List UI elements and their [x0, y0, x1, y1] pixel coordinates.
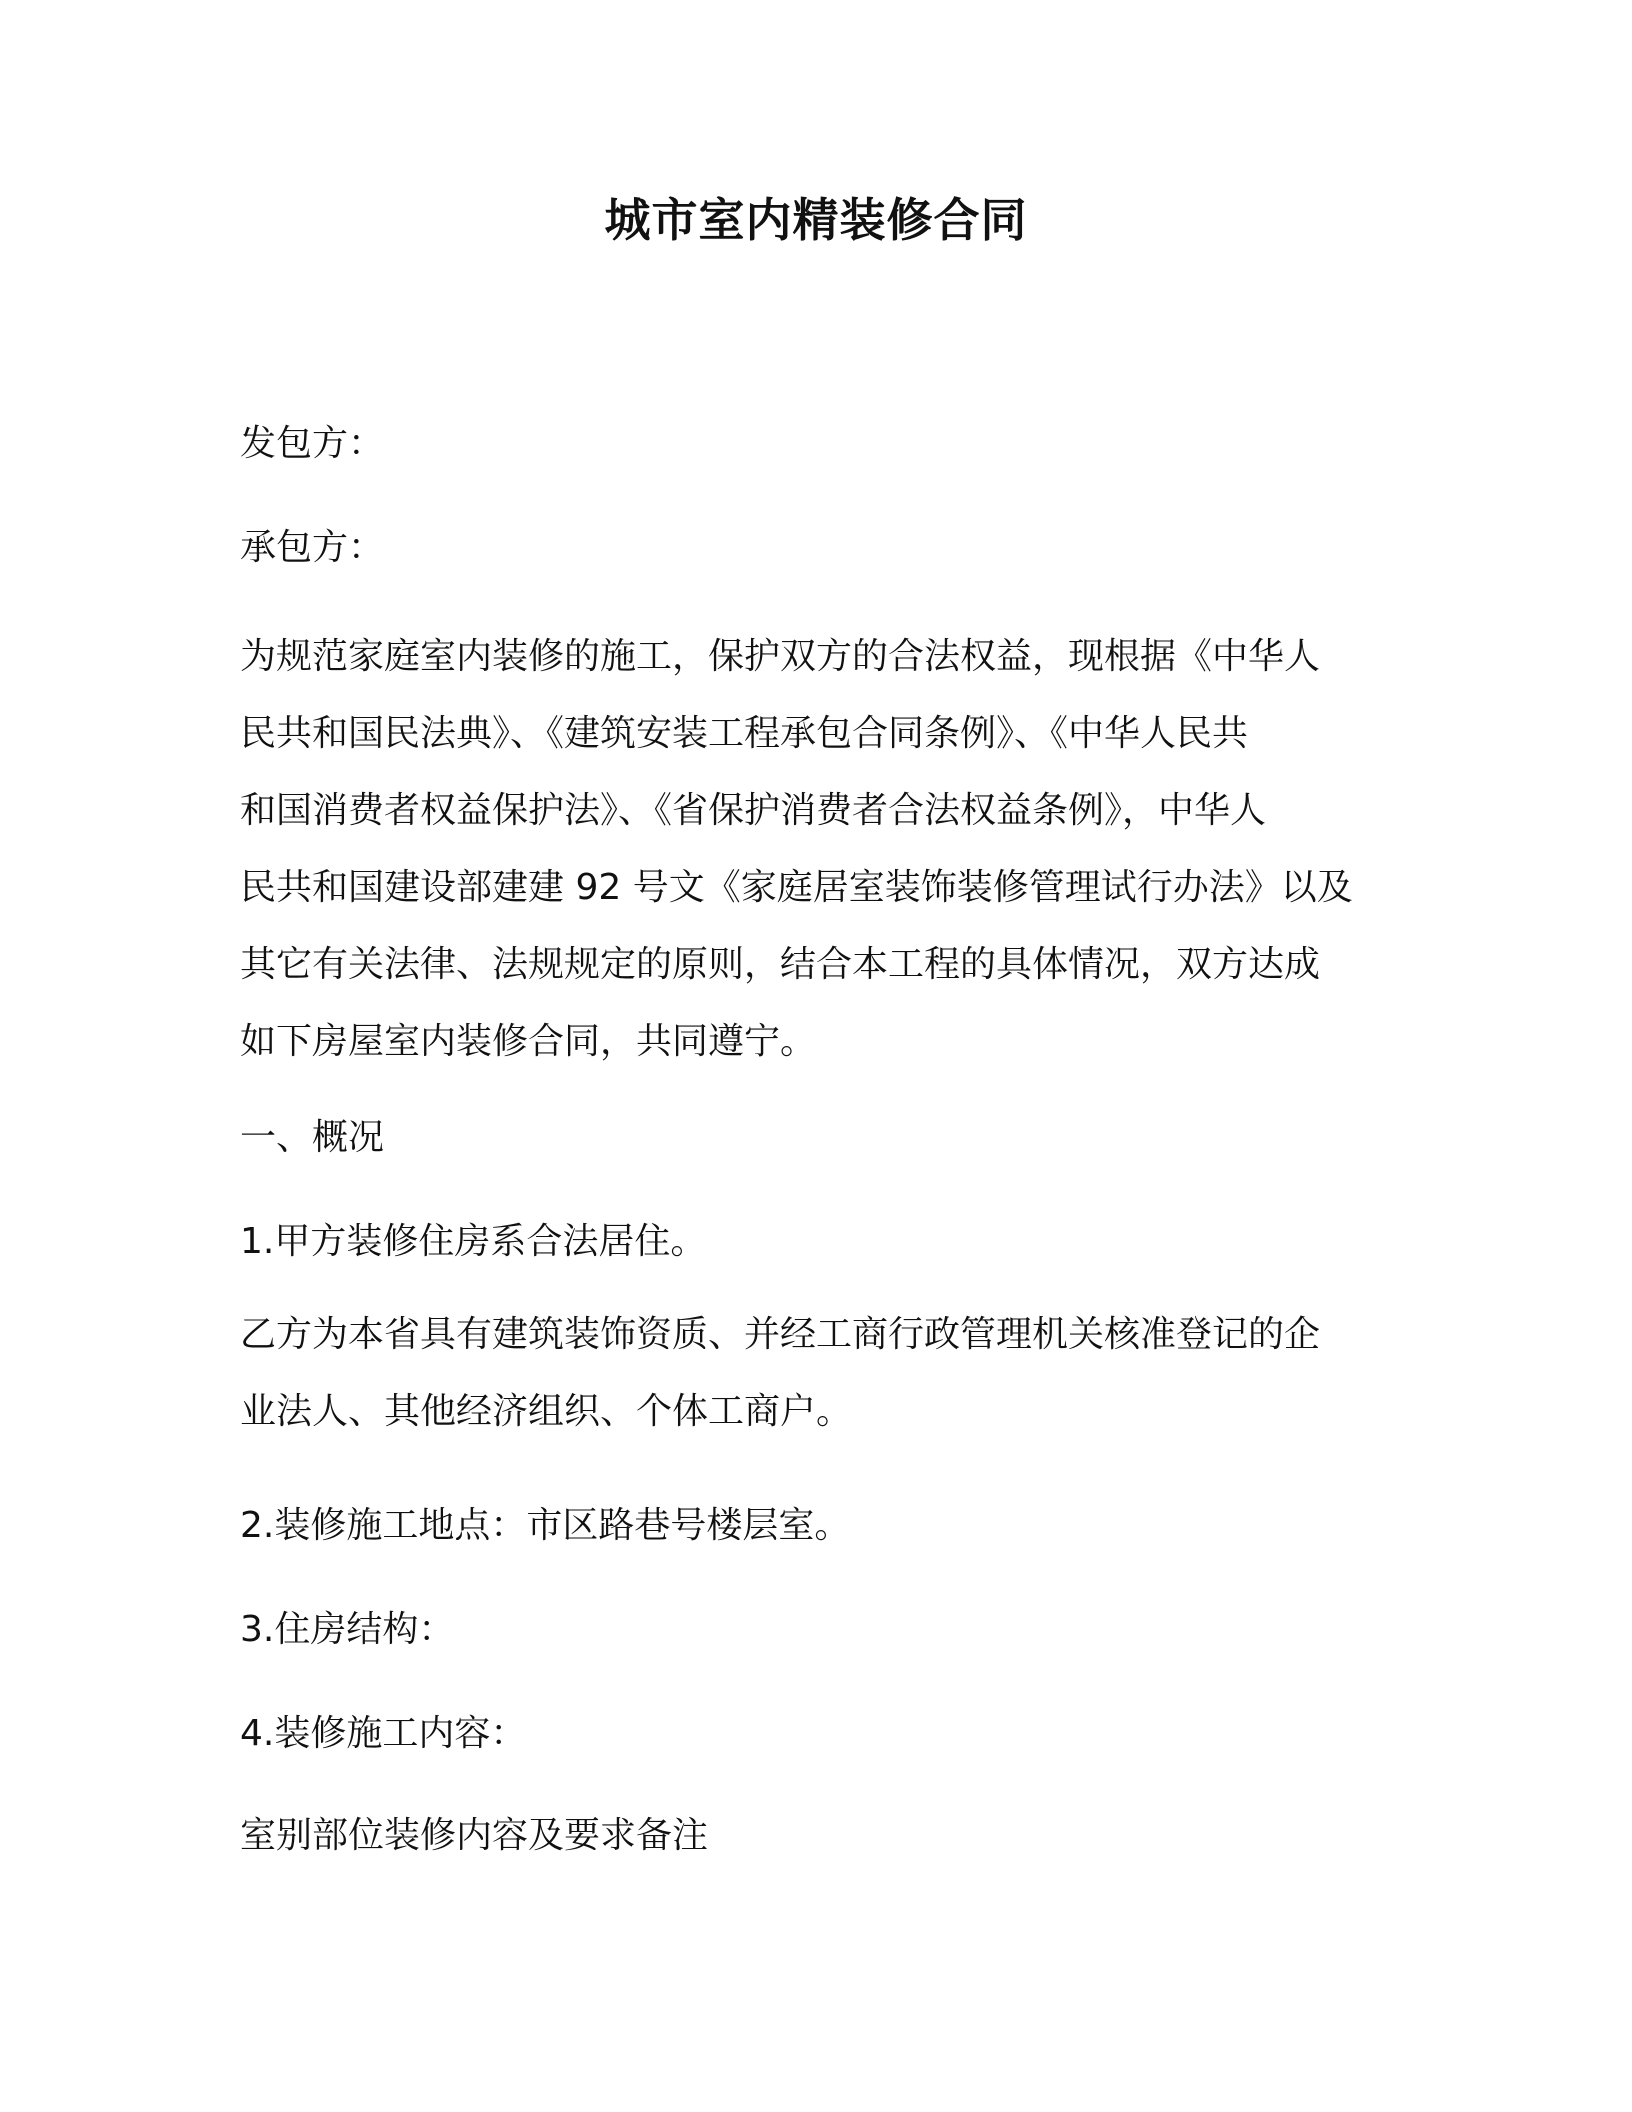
clause-item-2: 2.装修施工地点：市区路巷号楼层室。 [240, 1505, 851, 1546]
party-b-description-line: 乙方为本省具有建筑装饰资质、并经工商行政管理机关核准登记的企 [240, 1314, 1321, 1355]
party-a-label: 发包方： [240, 423, 385, 464]
intro-line: 民共和国民法典》、《建筑安装工程承包合同条例》、《中华人民共 [240, 713, 1249, 754]
intro-line: 为规范家庭室内装修的施工，保护双方的合法权益，现根据《中华人 [240, 636, 1321, 677]
section-heading: 一、概况 [240, 1117, 385, 1158]
clause-item-3: 3.住房结构： [240, 1609, 455, 1650]
intro-line: 其它有关法律、法规规定的原则，结合本工程的具体情况，双方达成 [240, 944, 1321, 985]
document-title: 城市室内精装修合同 [604, 193, 1028, 247]
intro-paragraph [240, 618, 1390, 1080]
party-b-description [240, 1296, 1390, 1450]
clause-item-1: 1.甲方装修住房系合法居住。 [240, 1221, 707, 1262]
party-b-description-line: 业法人、其他经济组织、个体工商户。 [240, 1391, 853, 1432]
intro-line: 民共和国建设部建建 92 号文《家庭居室装饰装修管理试行办法》以及 [240, 867, 1353, 908]
intro-line: 和国消费者权益保护法》、《省保护消费者合法权益条例》，中华人 [240, 790, 1267, 831]
party-b-label: 承包方： [240, 527, 385, 568]
clause-item-4: 4.装修施工内容： [240, 1713, 527, 1754]
intro-line: 如下房屋室内装修合同，共同遵宁。 [240, 1021, 817, 1062]
table-header-text: 室别部位装修内容及要求备注 [240, 1815, 709, 1856]
